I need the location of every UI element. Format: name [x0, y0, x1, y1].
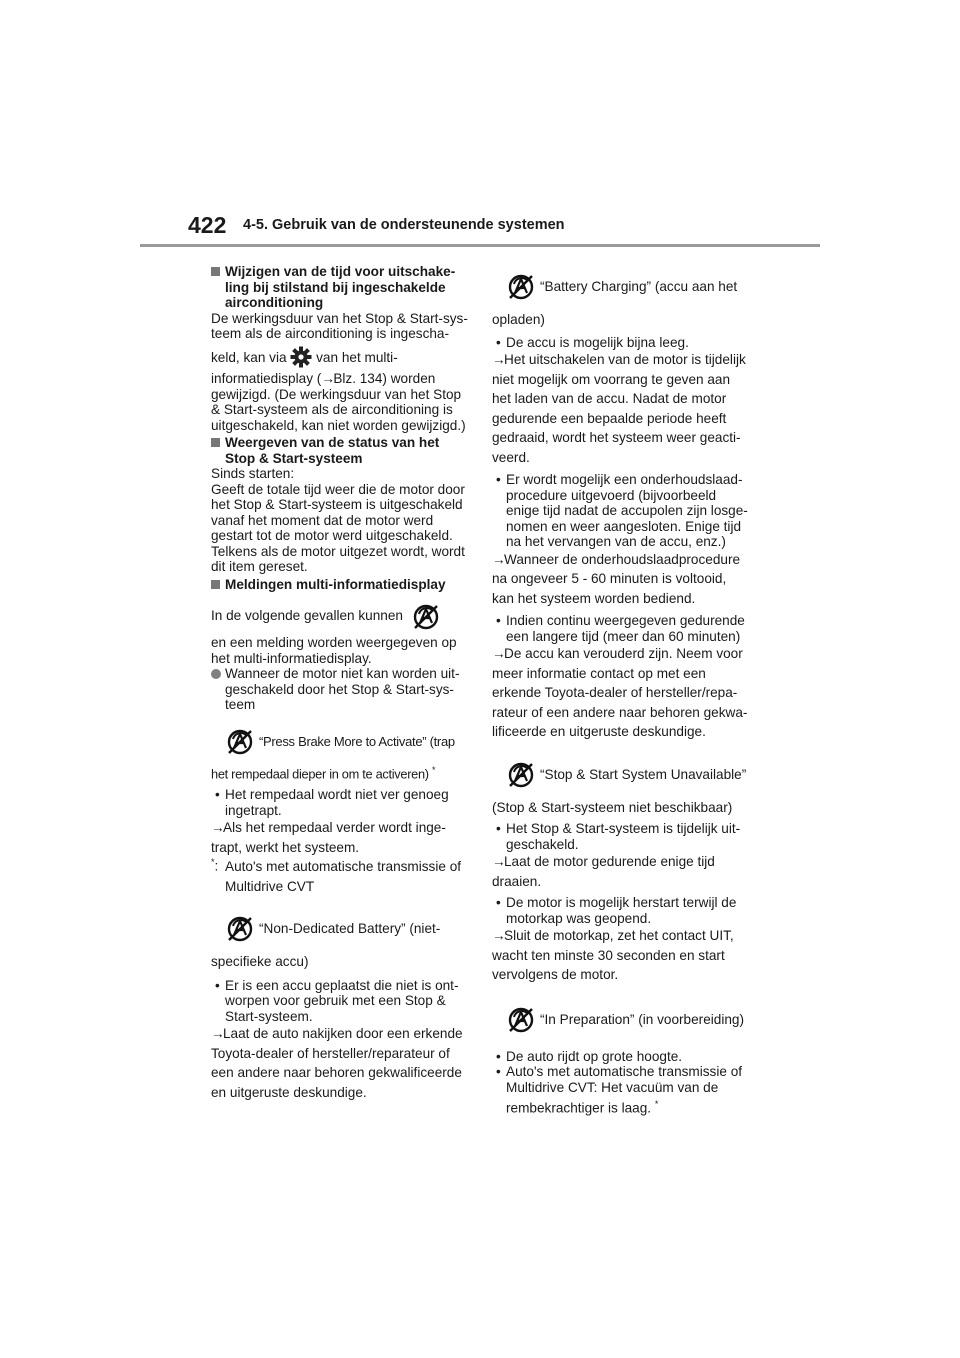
- stop-start-off-icon: [411, 602, 441, 632]
- square-bullet-icon: [211, 267, 220, 276]
- arrow-battery: →Laat de auto nakijken door een erkende Toyota-dealer of hersteller/reparateur of een andere naar behoren gekwalificeerde en uitgeruste deskundige.: [211, 1026, 463, 1100]
- circle-item-cannot-stop: Wanneer de motor niet kan worden uit- geschakeld door het Stop & Start-sys- teem: [211, 666, 471, 713]
- arrow-icon: →: [492, 854, 506, 869]
- page-number: 422: [188, 212, 227, 238]
- bullet-vacuum: • Auto's met automatische transmissie of Multidrive CVT: Het vacuüm van de rembekrachtiger is laag. *: [496, 1064, 743, 1116]
- message-press-brake: “Press Brake More to Activate” (trap: [225, 721, 471, 761]
- message-non-dedicated: “Non-Dedicated Battery” (niet-: [225, 908, 471, 948]
- heading-status: Weergeven van de status van het Stop & Start-systeem: [211, 435, 471, 466]
- bullet-temp-off: • Het Stop & Start-systeem is tijdelijk uit- geschakeld.: [496, 821, 741, 852]
- message-unavailable: “Stop & Start System Unavailable”: [506, 754, 754, 794]
- header-rule: [140, 244, 820, 247]
- paragraph-stop-time: De werkingsduur van het Stop & Start-sys- teem als de airconditioning is ingescha- keld, kan via van het multi- informatiedisplay (→Blz. 134) worden gewijzigd. (De werkingsduur van het Stop & Start-systeem als de airconditioning is uitgeschakeld, kan niet worden gewijzigd.): [211, 310, 468, 433]
- message-battery-charging-cont: opladen): [492, 312, 545, 327]
- right-column: [492, 266, 754, 1118]
- stop-start-off-icon: [506, 760, 536, 790]
- stop-start-off-icon: [506, 1005, 536, 1035]
- arrow-close-hood: →Sluit de motorkap, zet het contact UIT, wacht ten minste 30 seconden en start vervolgens de motor.: [492, 928, 734, 982]
- message-press-brake-cont: het rempedaal dieper in om te activeren) *: [211, 764, 436, 781]
- arrow-icon: →: [492, 551, 506, 567]
- arrow-brake-cont: trapt, werkt het systeem.: [211, 839, 360, 855]
- circle-bullet-icon: [211, 669, 221, 679]
- arrow-icon: →: [492, 646, 506, 661]
- bullet-altitude: • De auto rijdt op grote hoogte.: [496, 1048, 683, 1064]
- message-unavailable-cont: (Stop & Start-systeem niet beschikbaar): [492, 799, 733, 815]
- footnote: *: Auto's met automatische transmissie of Multidrive CVT: [211, 857, 462, 894]
- stop-start-off-icon: [506, 272, 536, 302]
- message-in-preparation: “In Preparation” (in voorbereiding): [506, 999, 754, 1039]
- paragraph-status: Sinds starten: Geeft de totale tijd weer die de motor door het Stop & Start-systeem is uitgeschakeld vanaf het moment dat de motor werd gestart tot de motor werd uitgeschakeld. Telkens als de motor uitgezet wordt, wordt dit item gereset.: [211, 466, 465, 574]
- square-bullet-icon: [211, 438, 220, 447]
- footnote-mark: *: [654, 1099, 659, 1109]
- bullet-battery: • Er is een accu geplaatst die niet is ont- worpen voor gebruik met een Stop & Start-systeem.: [215, 977, 459, 1024]
- heading-stop-time: Wijzigen van de tijd voor uitschake- ling bij stilstand bij ingeschakelde airconditioning: [211, 264, 471, 311]
- bullet-battery-low: • De accu is mogelijk bijna leeg.: [496, 334, 689, 350]
- paragraph-messages: In de volgende gevallen kunnen en een melding worden weergegeven op het multi-informatiedisplay.: [211, 602, 471, 666]
- arrow-maintenance: →Wanneer de onderhoudslaadprocedure na ongeveer 5 - 60 minuten is voltooid, kan het systeem worden bediend.: [492, 551, 741, 606]
- arrow-aged: →De accu kan verouderd zijn. Neem voor meer informatie contact op met een erkende Toyota-dealer of hersteller/repa- rateur of een andere naar behoren gekwa- lificeerde en uitgeruste deskundige.: [492, 646, 748, 739]
- arrow-icon: →: [492, 352, 506, 367]
- arrow-icon: →: [211, 820, 225, 836]
- stop-start-off-icon: [225, 727, 255, 757]
- arrow-icon: →: [492, 928, 506, 943]
- arrow-run-engine: →Laat de motor gedurende enige tijd draaien.: [492, 854, 715, 889]
- arrow-charging: →Het uitschakelen van de motor is tijdelijk niet mogelijk om voorrang te geven aan het laden van de accu. Nadat de motor gedurende een bepaalde periode heeft gedraaid, wordt het systeem weer geacti- veerd.: [492, 352, 746, 465]
- message-non-dedicated-cont: specifieke accu): [211, 954, 309, 970]
- bullet-brake: • Het rempedaal wordt niet ver genoeg ingetrapt.: [215, 787, 449, 818]
- square-bullet-icon: [211, 580, 220, 589]
- arrow-icon: →: [321, 371, 335, 386]
- stop-start-off-icon: [225, 914, 255, 944]
- arrow-icon: →: [211, 1026, 225, 1042]
- message-battery-charging: “Battery Charging” (accu aan het: [506, 266, 754, 306]
- heading-messages: Meldingen multi-informatiedisplay: [211, 577, 471, 593]
- bullet-hood-open: • De motor is mogelijk herstart terwijl de motorkap was geopend.: [496, 895, 737, 926]
- bullet-maintenance: • Er wordt mogelijk een onderhoudslaad- procedure uitgevoerd (bijvoorbeeld enige tijd nadat de accupolen zijn losge- nomen en weer aangesloten. Enige tijd na het vervangen van de accu, enz.): [496, 472, 748, 549]
- arrow-brake: →Als het rempedaal verder wordt inge-: [211, 818, 471, 838]
- bullet-continuous: • Indien continu weergegeven gedurende een langere tijd (meer dan 60 minuten): [496, 613, 745, 644]
- footnote-mark: *: [432, 764, 436, 775]
- section-title: 4-5. Gebruik van de ondersteunende systemen: [243, 217, 565, 233]
- left-column: [211, 262, 471, 1102]
- gear-icon: [290, 346, 312, 372]
